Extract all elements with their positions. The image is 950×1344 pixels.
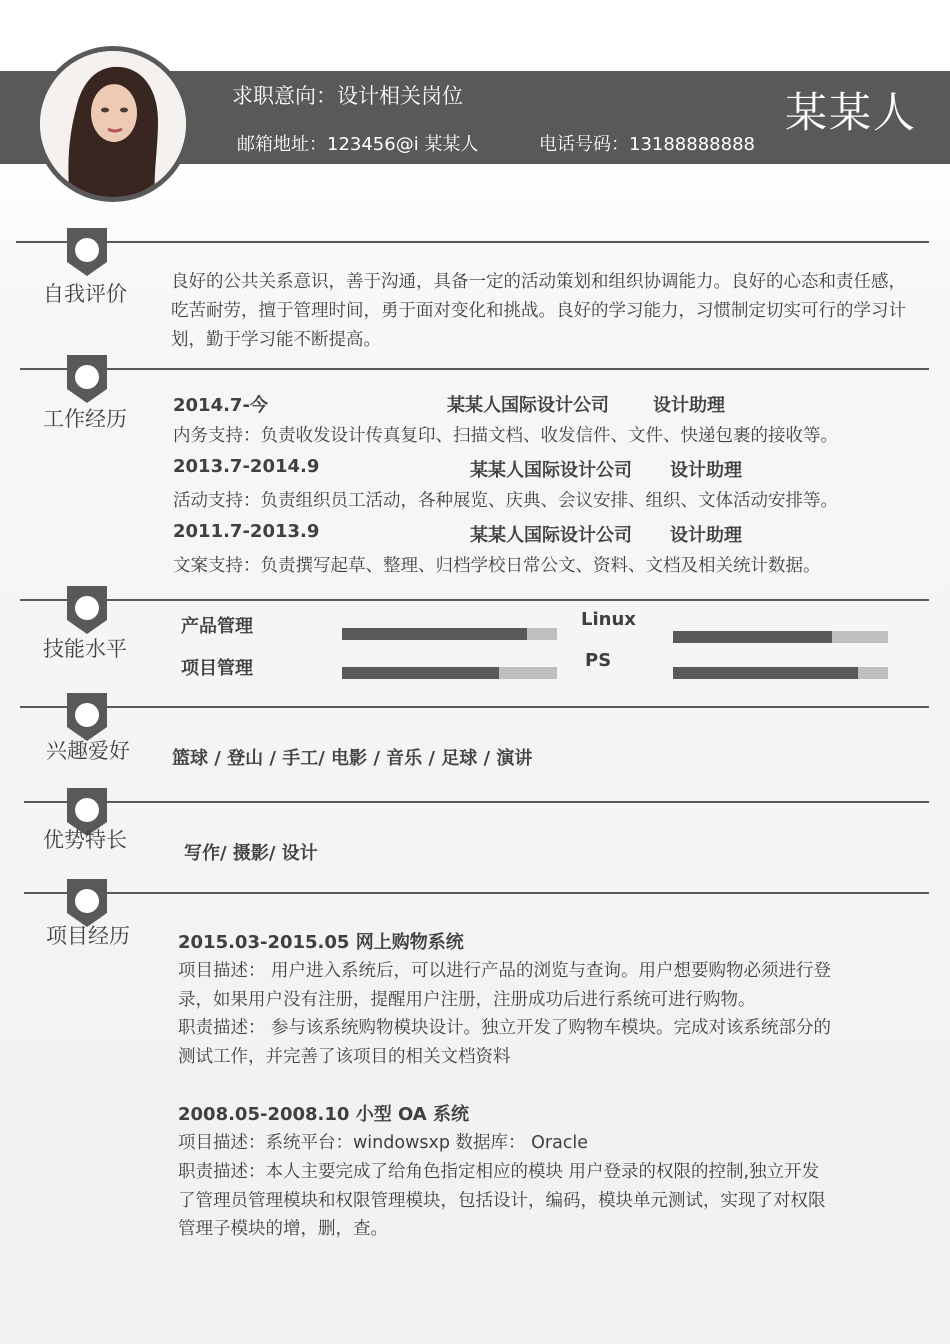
project-description: 录，如果用户没有注册，提醒用户注册，注册成功后进行系统可进行购物。 bbox=[178, 990, 756, 1010]
project-heading: 2008.05-2008.10 小型 OA 系统 bbox=[178, 1104, 469, 1125]
work-role: 设计助理 bbox=[670, 525, 742, 546]
work-period: 2011.7-2013.9 bbox=[173, 521, 320, 542]
job-intent: 求职意向：设计相关岗位 bbox=[232, 84, 463, 108]
project-duty: 职责描述：本人主要完成了给角色指定相应的模块 用户登录的权限的控制,独立开发 bbox=[178, 1162, 820, 1182]
skill-name: 产品管理 bbox=[181, 616, 253, 637]
project-duty: 了管理员管理模块和权限管理模块，包括设计，编码，模块单元测试，实现了对权限 bbox=[178, 1191, 826, 1211]
work-description: 活动支持：负责组织员工活动，各种展览、庆典、会议安排、组织、文体活动安排等。 bbox=[173, 491, 838, 511]
work-period: 2014.7-今 bbox=[173, 395, 268, 416]
skill-level-bar bbox=[673, 667, 888, 679]
section-title: 项目经历 bbox=[46, 924, 130, 948]
work-description: 文案支持：负责撰写起草、整理、归档学校日常公文、资料、文档及相关统计数据。 bbox=[173, 556, 821, 576]
skill-level-bar bbox=[342, 667, 557, 679]
project-description: 项目描述： 用户进入系统后，可以进行产品的浏览与查询。用户想要购物必须进行登 bbox=[178, 961, 832, 981]
section-title: 自我评价 bbox=[43, 282, 127, 306]
section-divider bbox=[24, 892, 929, 894]
project-description: 项目描述：系统平台：windowsxp 数据库： Oracle bbox=[178, 1133, 589, 1153]
skill-level-fill bbox=[342, 667, 499, 679]
work-company: 某某人国际设计公司 bbox=[470, 525, 632, 546]
project-duty: 测试工作，并完善了该项目的相关文档资料 bbox=[178, 1047, 511, 1067]
section-marker-icon bbox=[67, 355, 107, 403]
skill-level-bar bbox=[673, 631, 888, 643]
section-title: 兴趣爱好 bbox=[46, 739, 130, 763]
work-description: 内务支持：负责收发设计传真复印、扫描文档、收发信件、文件、快递包裹的接收等。 bbox=[173, 426, 838, 446]
email-address: 邮箱地址：123456@i 某某人 bbox=[237, 134, 479, 155]
project-duty: 管理子模块的增，删，查。 bbox=[178, 1219, 388, 1239]
work-company: 某某人国际设计公司 bbox=[447, 395, 609, 416]
section-divider bbox=[20, 368, 929, 370]
skill-name: 项目管理 bbox=[181, 658, 253, 679]
section-title: 技能水平 bbox=[43, 637, 127, 661]
section-divider bbox=[24, 801, 929, 803]
work-role: 设计助理 bbox=[670, 460, 742, 481]
skill-level-fill bbox=[673, 631, 832, 643]
phone-number: 电话号码：13188888888 bbox=[539, 134, 755, 155]
section-divider bbox=[20, 706, 929, 708]
section-marker-icon bbox=[67, 693, 107, 741]
section-title: 工作经历 bbox=[43, 407, 127, 431]
work-period: 2013.7-2014.9 bbox=[173, 456, 320, 477]
avatar bbox=[35, 46, 191, 202]
skill-level-fill bbox=[673, 667, 858, 679]
section-divider bbox=[16, 241, 929, 243]
project-duty: 职责描述： 参与该系统购物模块设计。独立开发了购物车模块。完成对该系统部分的 bbox=[178, 1018, 832, 1038]
section-title: 优势特长 bbox=[43, 828, 127, 852]
skill-level-bar bbox=[342, 628, 557, 640]
strengths-text: 写作/ 摄影/ 设计 bbox=[184, 843, 318, 864]
section-divider bbox=[20, 599, 929, 601]
self-evaluation-text: 良好的公共关系意识，善于沟通，具备一定的活动策划和组织协调能力。良好的心态和责任感，吃苦耐劳，擅于管理时间，勇于面对变化和挑战。良好的学习能力，习惯制定切实可行的学习计划，勤于学习能不断提高。 bbox=[171, 272, 906, 350]
skill-name: PS bbox=[585, 650, 612, 671]
portrait-photo bbox=[40, 51, 186, 197]
section-marker-icon bbox=[67, 228, 107, 276]
candidate-name: 某某人 bbox=[785, 88, 918, 137]
project-heading: 2015.03-2015.05 网上购物系统 bbox=[178, 932, 464, 953]
skill-level-fill bbox=[342, 628, 527, 640]
section-marker-icon bbox=[67, 586, 107, 634]
work-company: 某某人国际设计公司 bbox=[470, 460, 632, 481]
work-role: 设计助理 bbox=[653, 395, 725, 416]
skill-name: Linux bbox=[581, 609, 636, 630]
hobbies-text: 篮球 / 登山 / 手工/ 电影 / 音乐 / 足球 / 演讲 bbox=[172, 748, 533, 769]
